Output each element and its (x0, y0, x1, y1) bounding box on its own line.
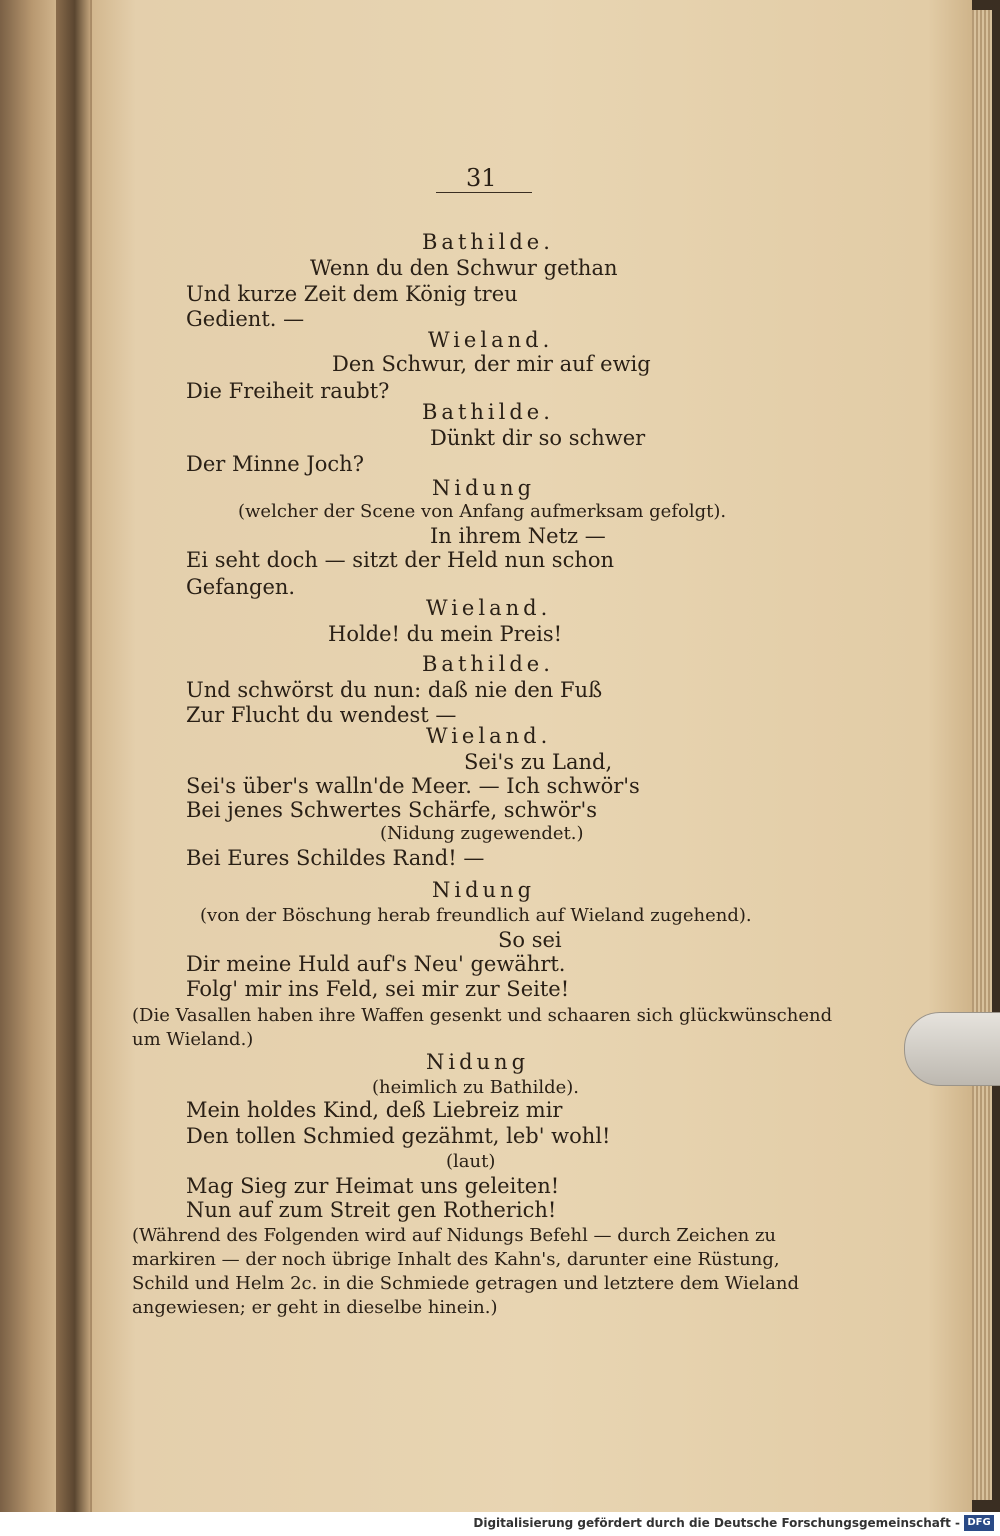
speaker-name: Bathilde. (422, 230, 554, 254)
speaker-name: Nidung (432, 878, 536, 902)
stage-direction: um Wieland.) (132, 1029, 254, 1050)
verse-line: Dünkt dir so schwer (430, 426, 646, 450)
verse-line: Und schwörst du nun: daß nie den Fuß (186, 678, 603, 702)
verse-line: Mag Sieg zur Heimat uns geleiten! (186, 1174, 560, 1198)
verse-line: Gefangen. (186, 575, 296, 599)
verse-line: Dir meine Huld auf's Neu' gewährt. (186, 952, 566, 976)
verse-line: Bei jenes Schwertes Schärfe, schwör's (186, 798, 598, 822)
verse-line: So sei (498, 928, 562, 952)
verse-line: Mein holdes Kind, deß Liebreiz mir (186, 1098, 563, 1122)
stage-direction: (von der Böschung herab freundlich auf Wieland zugehend). (200, 905, 752, 926)
stage-direction: angewiesen; er geht in dieselbe hinein.) (132, 1297, 498, 1318)
stage-direction: (heimlich zu Bathilde). (372, 1077, 580, 1098)
stage-direction: (Während des Folgenden wird auf Nidungs Befehl — durch Zeichen zu (132, 1225, 777, 1246)
verse-line: Bei Eures Schildes Rand! — (186, 846, 485, 870)
scanner-thumb-clip (904, 1012, 1000, 1086)
verse-line: Gedient. — (186, 307, 305, 331)
speaker-name: Wieland. (426, 596, 552, 620)
verse-line: Nun auf zum Streit gen Rotherich! (186, 1198, 557, 1222)
stage-direction: markiren — der noch übrige Inhalt des Kahn's, darunter eine Rüstung, (132, 1249, 780, 1270)
dfg-logo-icon: DFG (964, 1515, 994, 1531)
stage-direction: (laut) (446, 1151, 496, 1172)
verse-line: Die Freiheit raubt? (186, 379, 390, 403)
stage-direction: Schild und Helm 2c. in die Schmiede getragen und letztere dem Wieland (132, 1273, 799, 1294)
book-page (92, 0, 972, 1512)
speaker-name: Bathilde. (422, 400, 554, 424)
verse-line: Der Minne Joch? (186, 452, 364, 476)
speaker-name: Bathilde. (422, 652, 554, 676)
verse-line: Sei's zu Land, (464, 750, 613, 774)
verse-line: Den Schwur, der mir auf ewig (332, 352, 651, 376)
speaker-name: Wieland. (426, 724, 552, 748)
verse-line: Wenn du den Schwur gethan (310, 256, 618, 280)
verse-line: In ihrem Netz — (430, 524, 606, 548)
verse-line: Und kurze Zeit dem König treu (186, 282, 518, 306)
footer-credit: Digitalisierung gefördert durch die Deutsche Forschungsgemeinschaft - (473, 1516, 960, 1530)
speaker-name: Wieland. (428, 328, 554, 352)
verse-line: Zur Flucht du wendest — (186, 703, 457, 727)
stage-direction: (welcher der Scene von Anfang aufmerksam gefolgt). (238, 501, 727, 522)
verse-line: Ei seht doch — sitzt der Held nun schon (186, 548, 615, 572)
book-gutter (56, 0, 90, 1512)
speaker-name: Nidung (432, 476, 536, 500)
footer (0, 1512, 1000, 1536)
stage-direction: (Nidung zugewendet.) (380, 823, 584, 844)
speaker-name: Nidung (426, 1050, 530, 1074)
verse-line: Holde! du mein Preis! (328, 622, 563, 646)
verse-line: Sei's über's walln'de Meer. — Ich schwör's (186, 774, 640, 798)
verse-line: Den tollen Schmied gezähmt, leb' wohl! (186, 1124, 611, 1148)
verse-line: Folg' mir ins Feld, sei mir zur Seite! (186, 977, 570, 1001)
page-number-rule (436, 192, 532, 193)
page-number: 31 (466, 164, 497, 192)
stage-direction: (Die Vasallen haben ihre Waffen gesenkt und schaaren sich glückwünschend (132, 1005, 833, 1026)
